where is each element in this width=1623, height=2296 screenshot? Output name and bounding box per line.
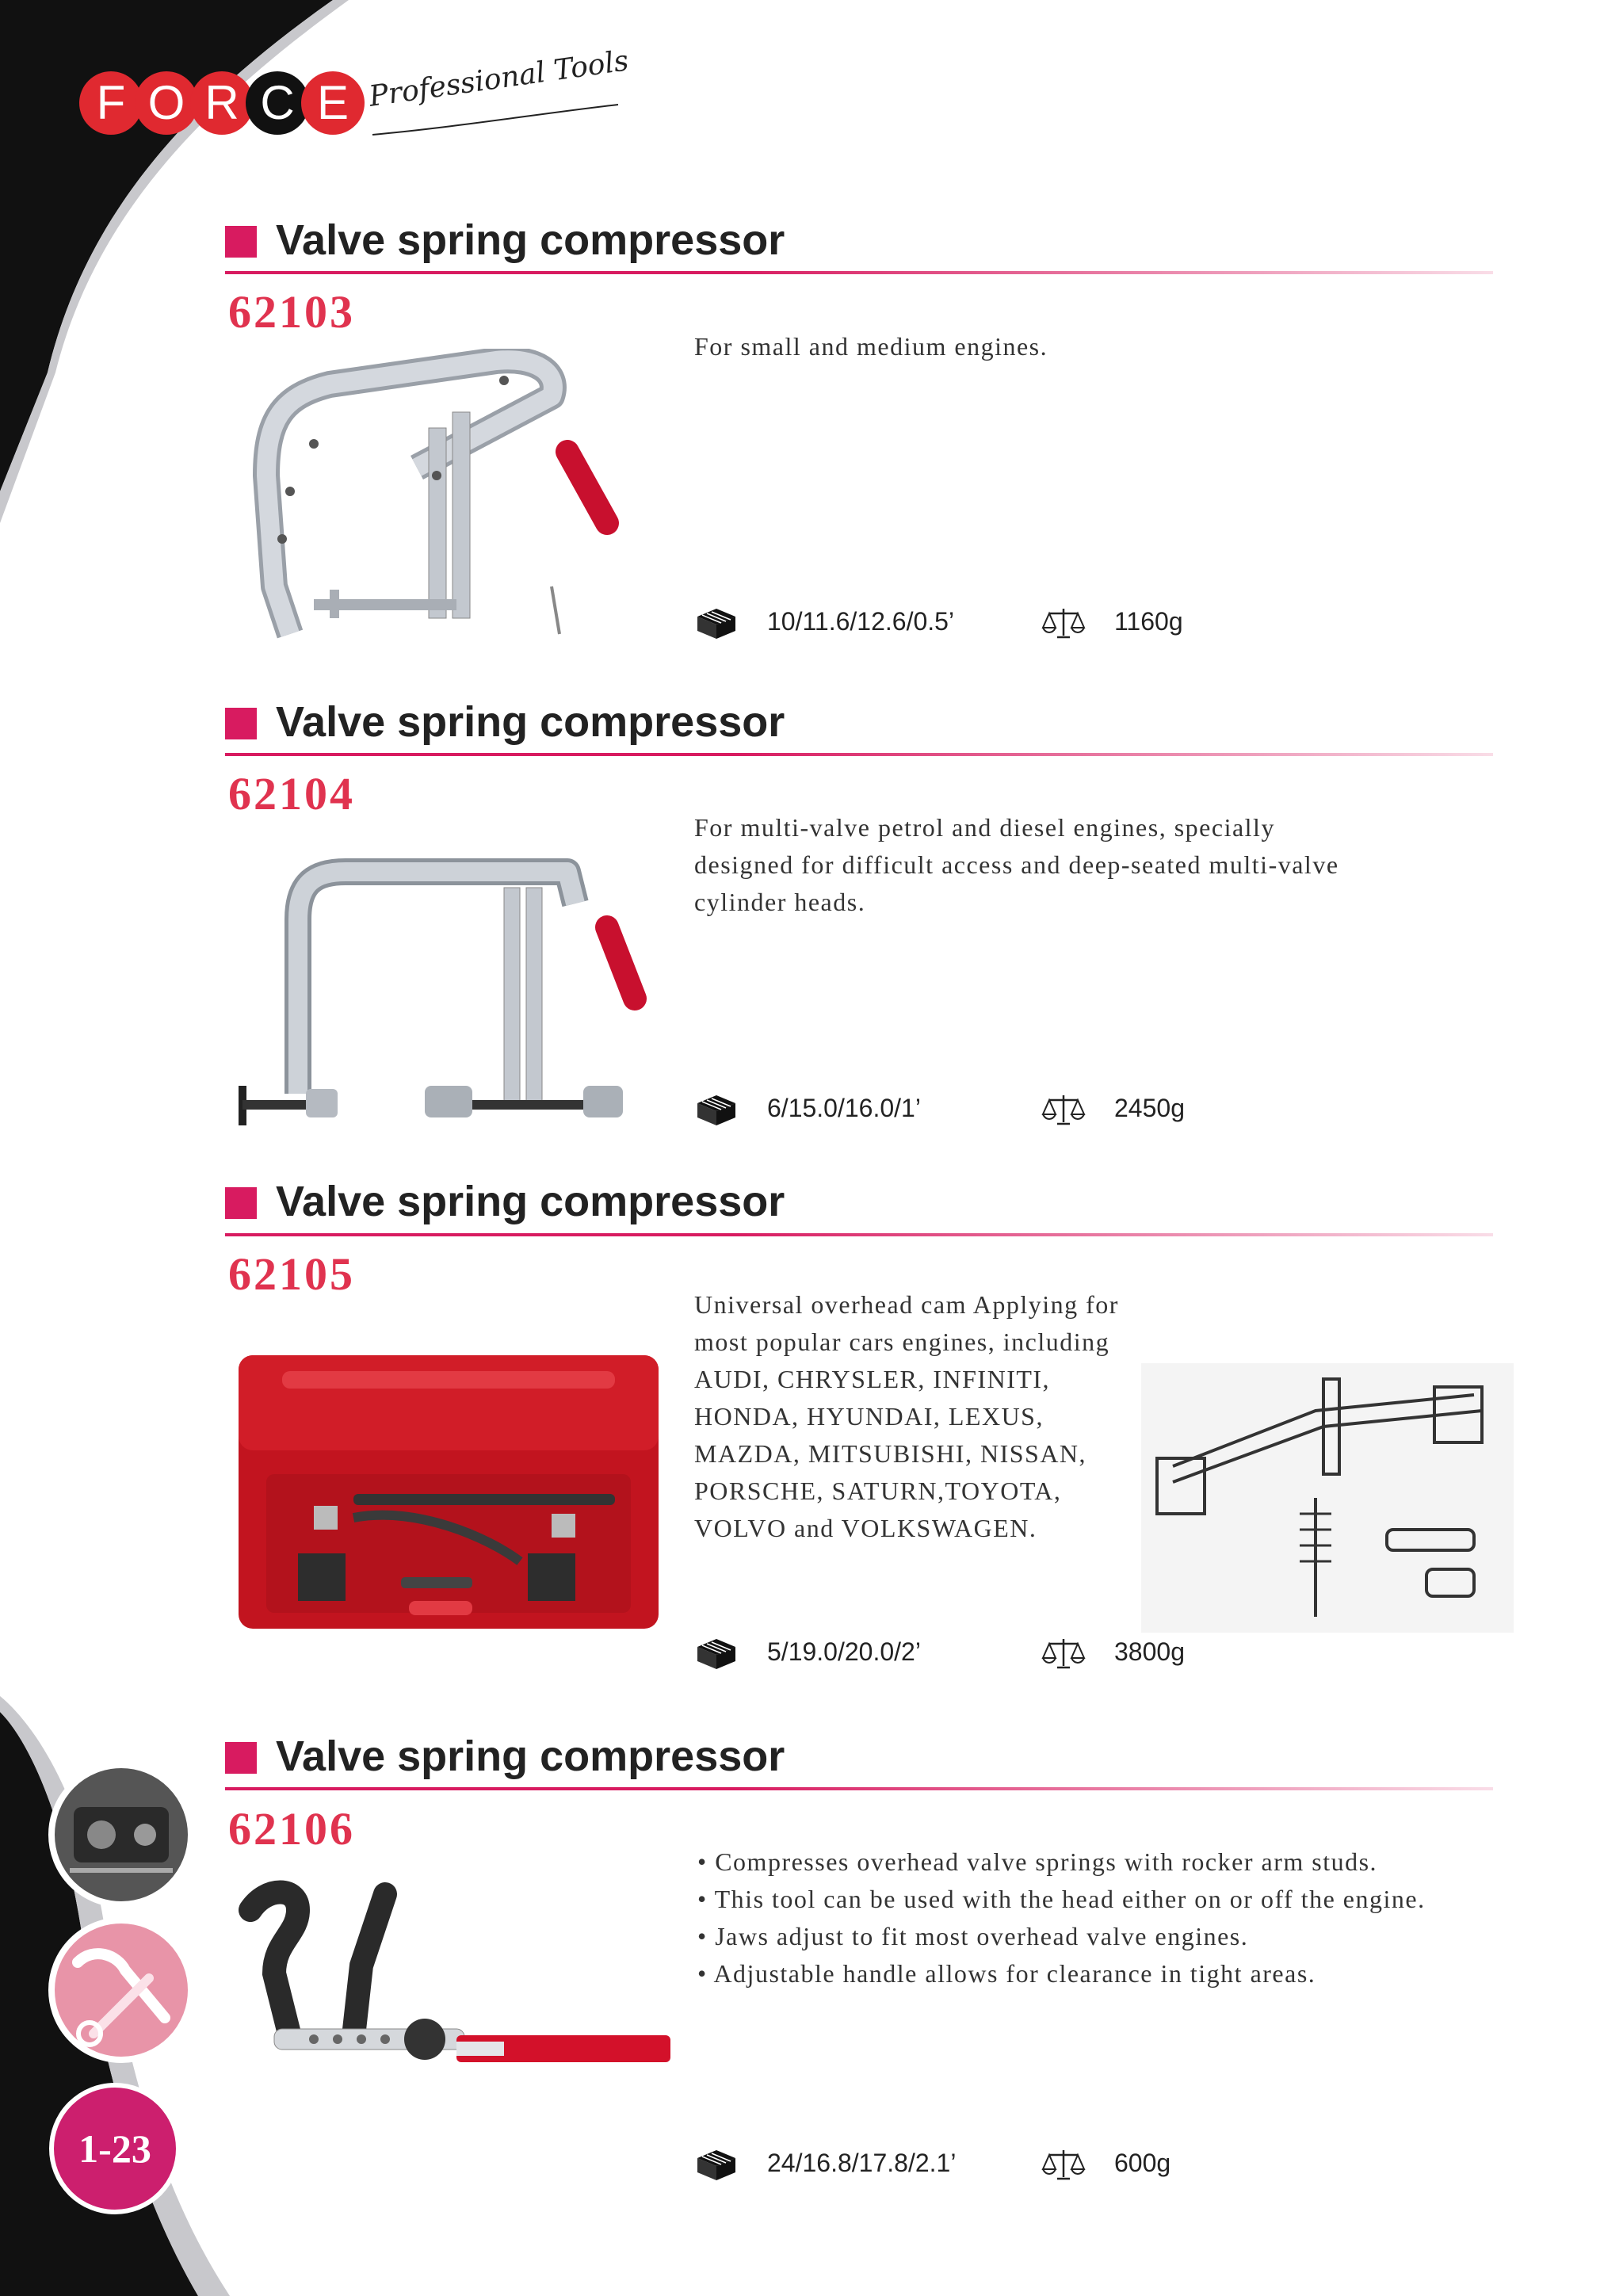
bullet-item: • Compresses overhead valve springs with rocker arm studs.: [697, 1847, 1378, 1876]
description-line: HONDA, HYUNDAI, LEXUS,: [694, 1402, 1044, 1431]
product-specs: [694, 604, 1487, 644]
section-marker: [225, 1187, 257, 1219]
bullet-item: • Jaws adjust to fit most overhead valve engines.: [697, 1922, 1249, 1950]
title-underline: [225, 1233, 1493, 1236]
section-marker: [225, 226, 257, 258]
product-description: [694, 809, 1339, 921]
product-description: [694, 1286, 1119, 1547]
description-line: MAZDA, MITSUBISHI, NISSAN,: [694, 1439, 1087, 1468]
product-specs: [694, 2145, 1487, 2185]
carton-box-icon: [694, 604, 737, 640]
carton-box-icon: [694, 1091, 737, 1127]
description-line: VOLVO and VOLKSWAGEN.: [694, 1514, 1037, 1542]
logo-letter-o: O: [135, 71, 198, 135]
description-line: designed for difficult access and deep-seated multi-valve: [694, 850, 1339, 879]
product-title: Valve spring compressor: [276, 698, 785, 746]
packaging-info: 6/15.0/16.0/1’: [767, 1094, 921, 1122]
engine-category-thumbnail: [46, 1759, 197, 1910]
weight-scale-icon: [1041, 2145, 1086, 2182]
product-image-62105-case: [235, 1347, 663, 1633]
product-code: 62104: [228, 768, 355, 819]
product-image-62104: [235, 848, 678, 1133]
product-specs: [694, 1634, 1487, 1674]
title-underline: [225, 753, 1493, 756]
description-line: PORSCHE, SATURN,TOYOTA,: [694, 1477, 1062, 1505]
product-image-62106: [235, 1878, 694, 2076]
weight-value: 3800g: [1114, 1637, 1185, 1666]
description-line: For small and medium engines.: [694, 332, 1048, 361]
logo-underline-swoosh: [365, 103, 634, 143]
logo-letter-c: C: [246, 71, 309, 135]
page-number: 1-23: [49, 2083, 181, 2214]
product-image-62103: [235, 349, 678, 642]
product-title: Valve spring compressor: [276, 1178, 785, 1225]
tools-category-thumbnail: [46, 1915, 197, 2065]
product-code: 62105: [228, 1248, 355, 1300]
product-specs: [694, 1091, 1487, 1130]
section-marker: [225, 708, 257, 739]
title-underline: [225, 1787, 1493, 1790]
product-bullets: [697, 1843, 1426, 1992]
weight-scale-icon: [1041, 604, 1086, 640]
weight-value: 2450g: [1114, 1094, 1185, 1122]
weight-value: 600g: [1114, 2149, 1171, 2177]
product-title: Valve spring compressor: [276, 1733, 785, 1780]
weight-value: 1160g: [1114, 607, 1183, 636]
section-marker: [225, 1742, 257, 1774]
packaging-info: 24/16.8/17.8/2.1’: [767, 2149, 957, 2177]
logo-letter-r: R: [190, 71, 254, 135]
title-underline: [225, 271, 1493, 274]
product-title: Valve spring compressor: [276, 216, 785, 264]
logo-letter-e: E: [301, 71, 365, 135]
bullet-item: • Adjustable handle allows for clearance in tight areas.: [697, 1959, 1316, 1988]
description-line: most popular cars engines, including: [694, 1328, 1110, 1356]
packaging-info: 5/19.0/20.0/2’: [767, 1637, 921, 1666]
product-image-62105-diagram: [1141, 1363, 1514, 1633]
description-line: Universal overhead cam Applying for: [694, 1290, 1119, 1319]
bullet-item: • This tool can be used with the head either on or off the engine.: [697, 1885, 1426, 1913]
weight-scale-icon: [1041, 1091, 1086, 1127]
product-description: [694, 328, 1048, 365]
description-line: AUDI, CHRYSLER, INFINITI,: [694, 1365, 1051, 1393]
weight-scale-icon: [1041, 1634, 1086, 1671]
product-code: 62103: [228, 286, 355, 338]
packaging-info: 10/11.6/12.6/0.5’: [767, 607, 955, 636]
product-code: 62106: [228, 1803, 355, 1855]
logo-tagline: Professional Tools: [367, 44, 631, 113]
carton-box-icon: [694, 1634, 737, 1671]
carton-box-icon: [694, 2145, 737, 2182]
description-line: cylinder heads.: [694, 888, 866, 916]
description-line: For multi-valve petrol and diesel engines, specially: [694, 813, 1275, 842]
force-logo: [79, 44, 631, 144]
logo-letter-f: F: [79, 71, 143, 135]
